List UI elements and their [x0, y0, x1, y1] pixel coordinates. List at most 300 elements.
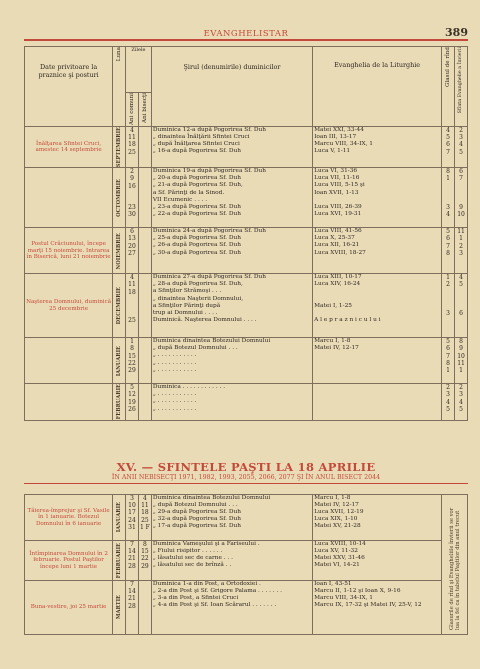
gospel-ref: Luca XIX, 1-10	[314, 516, 358, 523]
sunday-name-cell	[151, 338, 312, 384]
gospel-ref	[314, 288, 440, 295]
day-common: 15	[128, 352, 136, 360]
sunday-name: „ 32-a după Pogorirea Sf. Duh	[152, 516, 241, 523]
day-leap: 1 F	[139, 523, 150, 531]
feast-note-cell	[25, 581, 113, 635]
sunday-name: Duminică. Naşterea Domnului . . . .	[152, 316, 257, 323]
day-common: 28	[128, 602, 136, 610]
sunday-name: „ 4-a din Post şi Sf. Ioan Scărarul . . . . . . .	[152, 602, 277, 609]
header-sunday: Şirul (denumirile) duminicilor	[151, 47, 312, 127]
resurrection-gospel: 1	[459, 235, 463, 243]
table-row	[25, 495, 468, 541]
sunday-name: „ 3-a din Post, a Sfintei Cruci	[152, 595, 239, 602]
day-leap-cell	[138, 384, 151, 420]
sunday-name-cell	[151, 168, 312, 228]
day-leap: 22	[141, 555, 149, 563]
resurrection-gospel: 4	[459, 141, 463, 149]
month-cell	[113, 581, 126, 635]
sunday-name: „ lăsatului sec de carne . . .	[152, 555, 233, 562]
resurrection-gospel-cell	[455, 228, 468, 274]
day-common: 19	[128, 398, 136, 406]
gospel-ref	[314, 296, 440, 303]
day-common: 29	[128, 367, 136, 375]
glas-value: 5	[446, 405, 450, 413]
gospel-ref: Luca VII, 11-16	[314, 175, 360, 182]
table-row	[25, 338, 468, 384]
gospel-ref: Marcu VIII, 34-IX, 1	[314, 595, 373, 602]
resurrection-gospel-cell	[455, 168, 468, 228]
sunday-name: „ lăsatului sec de brînză . .	[152, 562, 232, 569]
gospel-ref: Luca VIII, 41-56	[314, 228, 362, 235]
feast-note-cell	[25, 384, 113, 420]
sunday-name: „ . . . . . . . . . . .	[152, 366, 197, 373]
gospel-ref	[314, 310, 440, 317]
sunday-name: a Sfinţilor Părinţi după	[152, 302, 221, 309]
day-leap	[140, 595, 150, 602]
glas-value	[443, 289, 453, 296]
resurrection-gospel-cell	[455, 384, 468, 420]
glas-value: 6	[446, 345, 450, 353]
glas-value: 3	[446, 391, 450, 399]
gospel-ref: Luca XVII, 12-19	[314, 509, 364, 516]
resurrection-gospel: 10	[457, 352, 465, 360]
page-number: 389	[445, 26, 468, 39]
day-common	[127, 303, 137, 310]
day-common: 1	[130, 338, 134, 346]
glas-value: 1	[446, 274, 450, 282]
day-common	[127, 296, 137, 303]
glas-value: 7	[446, 242, 450, 250]
day-common-cell	[126, 127, 139, 168]
day-common: 14	[128, 548, 136, 556]
day-common-cell	[126, 541, 139, 581]
sunday-name: „ după Înălţarea Sfintei Cruci	[152, 141, 240, 148]
gospel-ref	[314, 384, 440, 391]
resurrection-gospel: 8	[459, 338, 463, 346]
gospel-ref: A l e p r a z n i c u l u i	[314, 316, 381, 323]
feast-note: Înălţarea Sfintei Cruci, amestec 14 septembrie	[35, 140, 102, 154]
table-row	[25, 541, 468, 581]
header-voskr: Sfînta Evanghelie a Învierii	[455, 47, 468, 127]
gospel-ref: Luca VI, 31-36	[314, 168, 358, 175]
feast-note: Tăierea-împrejur şi Sf. Vasile în 1 ianuarie. Botezul Domnului în 6 ianuarie	[27, 508, 110, 527]
resurrection-gospel: 5	[459, 405, 463, 413]
day-common: 26	[128, 405, 136, 413]
side-note: Glasurile de rînd şi Evangheliile învierii se vor lua la fel ca în tabelul Paştilor din anul trecut	[448, 507, 461, 630]
resurrection-gospel-cell	[455, 274, 468, 338]
glas-value	[443, 183, 453, 190]
day-common: 10	[128, 502, 136, 510]
gospel-ref: Ioan III, 13-17	[314, 134, 357, 141]
day-common: 13	[128, 235, 136, 243]
day-leap: 11	[141, 502, 149, 510]
gospel-ref: Ioan I, 43-51	[314, 581, 352, 587]
day-common: 16	[128, 182, 136, 190]
month-label: OCTOMBRIE	[116, 178, 123, 217]
sunday-name: „ 22-a după Pogorirea Sf. Duh	[152, 210, 241, 217]
day-leap: 18	[141, 509, 149, 517]
glas-value: 6	[446, 235, 450, 243]
day-common: 21	[128, 595, 136, 603]
glas-value-cell	[442, 228, 455, 274]
gospel-ref: Luca VIII, 5-15 şi	[314, 182, 365, 189]
day-common-cell	[126, 384, 139, 420]
sunday-name: a Sf. Părinţi de la Sinod.	[152, 189, 225, 196]
gospel-ref: Ioan XVII, 1-13	[314, 189, 359, 196]
section-heading	[24, 460, 468, 484]
day-common: 27	[128, 249, 136, 257]
gospel-ref: Luca XII, 16-21	[314, 242, 360, 249]
month-label: IANUARIE	[116, 502, 123, 533]
day-leap: 15	[141, 548, 149, 556]
gospel-ref-cell	[313, 228, 442, 274]
day-common	[127, 197, 137, 204]
resurrection-gospel	[456, 197, 466, 204]
gospel-ref: Matei VI, 14-21	[314, 562, 360, 569]
resurrection-gospel: 4	[459, 398, 463, 406]
gospel-ref: Matei XXV, 31-46	[314, 555, 365, 562]
sunday-name: trup ai Domnului . . . .	[152, 309, 218, 316]
glas-value: 3	[446, 310, 450, 318]
sunday-name: „ . . . . . . . . . . .	[152, 352, 197, 359]
sunday-name: Duminica 24-a după Pogorirea Sf. Duh	[152, 228, 266, 235]
table-row	[25, 228, 468, 274]
feast-note-cell	[25, 495, 113, 541]
month-label: FEBRUARIE	[116, 542, 123, 579]
resurrection-gospel	[456, 296, 466, 303]
day-common: 8	[130, 345, 134, 353]
day-common: 14	[128, 588, 136, 596]
gospel-ref: Matei XXI, 33-44	[314, 127, 364, 133]
header-an-comun: Ani comuni	[126, 93, 139, 127]
sunday-name: „ 2-a din Post şi Sf. Grigore Palama . . . . . . .	[152, 588, 282, 595]
day-leap-cell	[138, 228, 151, 274]
table-row	[25, 384, 468, 420]
resurrection-gospel	[456, 289, 466, 296]
sunday-name: „ . . . . . . . . . . .	[152, 398, 197, 405]
sunday-name: „ dinaintea Înălţării Sfintei Cruci	[152, 134, 250, 141]
glas-value	[443, 317, 453, 324]
resurrection-gospel: 3	[459, 249, 463, 257]
gospel-ref: Marcu IX, 17-32 şi Matei IV, 25-V, 12	[314, 602, 422, 609]
day-common	[127, 310, 137, 317]
resurrection-gospel: 4	[459, 274, 463, 282]
sunday-name: „ Fiului risipitor . . . . . .	[152, 548, 223, 555]
glas-value: 7	[446, 148, 450, 156]
day-leap: 4	[142, 495, 147, 502]
resurrection-gospel: 11	[457, 228, 465, 236]
day-leap-cell	[138, 274, 151, 338]
resurrection-gospel	[456, 303, 466, 310]
gospel-ref: Luca VIII, 26-39	[314, 203, 362, 210]
header-gospel: Evanghelia de la Liturghie	[313, 47, 442, 127]
glas-value-cell	[442, 274, 455, 338]
glas-value: 2	[446, 281, 450, 289]
day-common: 21	[128, 555, 136, 563]
sunday-name: „ 26-a după Pogorirea Sf. Duh	[152, 242, 241, 249]
gospel-ref: Matei IV, 12-17	[314, 502, 359, 509]
sunday-name: Duminica 12-a după Pogorirea Sf. Duh	[152, 127, 266, 133]
table-row	[25, 274, 468, 338]
sunday-name: „ . . . . . . . . . . .	[152, 391, 197, 398]
gospel-ref-cell	[313, 127, 442, 168]
month-cell	[113, 127, 126, 168]
resurrection-gospel-cell	[455, 338, 468, 384]
sunday-name: Duminica dinaintea Botezului Domnului	[152, 338, 271, 345]
resurrection-gospel: 6	[459, 310, 463, 318]
day-leap-cell	[138, 495, 151, 541]
day-common: 7	[130, 541, 134, 548]
glas-value-cell	[442, 168, 455, 228]
section-subtitle: ÎN ANII NEBISECŢI 1971, 1982, 1993, 2055, 2066, 2077 ŞI ÎN ANUL BISECT 2044	[111, 474, 381, 481]
gospel-ref	[314, 406, 440, 413]
day-common: 11	[128, 134, 136, 142]
gospel-ref: Marcu VIII, 34-IX, 1	[314, 141, 373, 148]
feast-note-cell	[25, 541, 113, 581]
day-common: 11	[128, 281, 136, 289]
sunday-name-cell	[151, 127, 312, 168]
sunday-name: „ 29-a după Pogorirea Sf. Duh	[152, 509, 241, 516]
section-rule	[24, 483, 468, 484]
glas-value	[443, 197, 453, 204]
resurrection-gospel: 2	[459, 242, 463, 250]
feast-note: Buna-vestire, joi 25 martie	[30, 604, 107, 611]
glas-value: 8	[446, 168, 450, 176]
day-leap: 8	[142, 541, 147, 548]
day-common: 31	[128, 523, 136, 531]
month-label: SEPTEMBRIE	[116, 127, 123, 168]
day-common: 6	[130, 228, 134, 236]
glas-value: 7	[446, 352, 450, 360]
sunday-name: „ 28-a după Pogorirea Sf. Duh,	[152, 281, 243, 288]
gospel-ref: Luca XV, 11-32	[314, 548, 358, 555]
day-common: 17	[128, 509, 136, 517]
sunday-name-cell	[151, 495, 312, 541]
glas-value: 4	[446, 211, 450, 219]
gospel-ref: Marcu II, 1-12 şi Ioan X, 9-16	[314, 588, 401, 595]
month-label: MARTIE	[116, 595, 123, 620]
page-header	[24, 24, 468, 46]
gospel-ref-cell	[313, 581, 442, 635]
feast-note-cell	[25, 338, 113, 384]
day-common: 23	[128, 204, 136, 212]
gospel-ref-cell	[313, 541, 442, 581]
glas-value-cell	[442, 127, 455, 168]
day-common: 24	[128, 516, 136, 524]
day-common: 4	[130, 127, 134, 134]
sunday-name: Duminica 1-a din Post, a Ortodoxiei .	[152, 581, 261, 587]
day-common: 9	[130, 175, 134, 183]
sunday-name: „ . . . . . . . . . . .	[152, 359, 197, 366]
month-cell	[113, 168, 126, 228]
gospel-ref	[314, 197, 440, 204]
gospel-ref: Matei I, 1-25	[314, 302, 352, 309]
gospel-ref: Luca XIV, 16-24	[314, 281, 361, 288]
glas-value: 1	[446, 367, 450, 375]
sunday-name-cell	[151, 541, 312, 581]
gospel-ref	[314, 360, 440, 367]
gospel-ref: Luca XIII, 10-17	[314, 274, 362, 281]
sunday-name: „ 16-a după Pogorirea Sf. Duh	[152, 148, 241, 155]
sunday-name: „ 23-a după Pogorirea Sf. Duh	[152, 203, 241, 210]
gospel-ref-cell	[313, 338, 442, 384]
gospel-ref-cell	[313, 168, 442, 228]
day-common-cell	[126, 338, 139, 384]
resurrection-gospel: 5	[459, 148, 463, 156]
header-month: Luna	[113, 47, 126, 127]
day-leap	[140, 588, 150, 595]
table-row	[25, 127, 468, 168]
sunday-name: „ 25-a după Pogorirea Sf. Duh	[152, 235, 241, 242]
lower-table	[24, 494, 468, 635]
month-label: NOIEMBRIE	[116, 232, 123, 269]
month-cell	[113, 338, 126, 384]
glas-value-cell	[442, 338, 455, 384]
gospel-ref: Luca X, 25-37	[314, 235, 355, 242]
sunday-name-cell	[151, 581, 312, 635]
sunday-name: „ 20-a după Pogorirea Sf. Duh	[152, 175, 241, 182]
glas-value: 8	[446, 249, 450, 257]
sunday-name: Duminica . . . . . . . . . . . .	[152, 384, 226, 391]
sunday-name-cell	[151, 274, 312, 338]
header-date: Date privitoare la praznice şi posturi	[25, 47, 113, 127]
header-rule	[24, 39, 468, 41]
sunday-name: Duminica Vameşului şi a Fariseului .	[152, 541, 260, 547]
sunday-name: „ 30-a după Pogorirea Sf. Duh	[152, 249, 241, 256]
page-title: EVANGHELISTAR	[203, 29, 289, 39]
day-common-cell	[126, 168, 139, 228]
day-leap-cell	[138, 541, 151, 581]
resurrection-gospel	[456, 317, 466, 324]
table-row	[25, 581, 468, 635]
section-title: XV. — SFINTELE PAŞTI LA 18 APRILIE	[116, 460, 376, 474]
sunday-name: „ . . . . . . . . . . .	[152, 405, 197, 412]
header-zilele: Zilele	[126, 47, 152, 93]
feast-note-cell	[25, 127, 113, 168]
resurrection-gospel: 2	[459, 127, 463, 134]
sunday-name: Duminica 27-a după Pogorirea Sf. Duh	[152, 274, 266, 281]
feast-note-cell	[25, 228, 113, 274]
sunday-name: „ după Botezul Domnului . . .	[152, 502, 238, 509]
resurrection-gospel: 6	[459, 168, 463, 176]
gospel-ref: Luca V, 1-11	[314, 148, 351, 155]
glas-value-cell	[442, 384, 455, 420]
feast-note-cell	[25, 168, 113, 228]
gospel-ref: Matei XV, 21-28	[314, 523, 361, 530]
day-common: 18	[128, 288, 136, 296]
resurrection-gospel: 5	[459, 281, 463, 289]
month-cell	[113, 541, 126, 581]
glas-value	[443, 303, 453, 310]
day-common: 25	[128, 317, 136, 325]
day-common-cell	[126, 228, 139, 274]
gospel-ref-cell	[313, 274, 442, 338]
sunday-name: VII Ecumenic . . . .	[152, 196, 208, 203]
gospel-ref: Marcu I, 1-8	[314, 338, 351, 345]
month-label: IANUARIE	[116, 345, 123, 376]
day-common	[127, 190, 137, 197]
day-leap-cell	[138, 168, 151, 228]
month-label: DECEMBRIE	[116, 287, 123, 325]
gospel-ref	[314, 391, 440, 398]
feast-note: Naşterea Domnului, duminică 25 decembrie	[26, 299, 112, 312]
sunday-name: „ 17-a după Pogorirea Sf. Duh	[152, 523, 241, 530]
sunday-name: Duminica 19-a după Pogorirea Sf. Duh	[152, 168, 266, 175]
month-cell	[113, 384, 126, 420]
glas-value: 4	[446, 398, 450, 406]
resurrection-gospel: 1	[459, 367, 463, 375]
side-note-cell	[442, 495, 468, 635]
gospel-ref	[314, 398, 440, 405]
day-leap: 25	[141, 516, 149, 524]
sunday-name: „ dinaintea Naşterii Domnului,	[152, 295, 244, 302]
sunday-name: „ după Botezul Domnului . . .	[152, 345, 238, 352]
resurrection-gospel-cell	[455, 127, 468, 168]
gospel-ref: Matei IV, 12-17	[314, 345, 359, 352]
glas-value: 2	[446, 384, 450, 392]
page	[24, 24, 468, 660]
day-common: 30	[128, 211, 136, 219]
month-label: FEBRUARIE	[116, 384, 123, 420]
header-an-bisect: Ani bisecţi	[138, 93, 151, 127]
gospel-ref-cell	[313, 495, 442, 541]
upper-table	[24, 46, 468, 421]
day-common: 28	[128, 562, 136, 570]
gospel-ref: Luca XVI, 19-31	[314, 210, 362, 217]
day-leap-cell	[138, 127, 151, 168]
glas-value: 1	[446, 175, 450, 183]
header-glas: Glasul de rînd	[442, 47, 455, 127]
glas-value: 3	[446, 204, 450, 212]
glas-value: 5	[446, 338, 450, 346]
resurrection-gospel: 3	[459, 134, 463, 142]
gospel-ref-cell	[313, 384, 442, 420]
day-common: 7	[130, 581, 134, 588]
sunday-name: Duminica dinaintea Botezului Domnului	[152, 495, 271, 501]
resurrection-gospel: 9	[459, 204, 463, 212]
day-common: 25	[128, 148, 136, 156]
glas-value	[443, 190, 453, 197]
resurrection-gospel: 3	[459, 391, 463, 399]
glas-value	[443, 296, 453, 303]
resurrection-gospel	[456, 190, 466, 197]
day-common: 4	[130, 274, 134, 282]
glas-value: 4	[446, 127, 450, 134]
day-common-cell	[126, 274, 139, 338]
gospel-ref	[314, 352, 440, 359]
month-cell	[113, 274, 126, 338]
month-cell	[113, 495, 126, 541]
gospel-ref: Luca XVIII, 18-27	[314, 249, 366, 256]
month-cell	[113, 228, 126, 274]
feast-note-cell	[25, 274, 113, 338]
day-common: 12	[128, 391, 136, 399]
day-common: 5	[130, 384, 134, 392]
glas-value: 5	[446, 228, 450, 236]
gospel-ref: Marcu I, 1-8	[314, 495, 351, 501]
day-common-cell	[126, 581, 139, 635]
day-common: 3	[130, 495, 134, 502]
feast-note: Întîmpinarea Domnului în 2 februarie. Postul Paştilor începe luni 1 martie	[29, 551, 108, 570]
sunday-name: a Sfinţilor Strămoşi . . .	[152, 288, 222, 295]
sunday-name-cell	[151, 228, 312, 274]
resurrection-gospel: 10	[457, 211, 465, 219]
feast-note: Postul Crăciunului, începe marţi 15 noiembrie. Intrarea în Biserică, luni 21 noiembrie	[26, 241, 111, 260]
gospel-ref: Luca XVIII, 10-14	[314, 541, 366, 547]
day-leap: 29	[141, 562, 149, 570]
sunday-name-cell	[151, 384, 312, 420]
day-common: 18	[128, 141, 136, 149]
